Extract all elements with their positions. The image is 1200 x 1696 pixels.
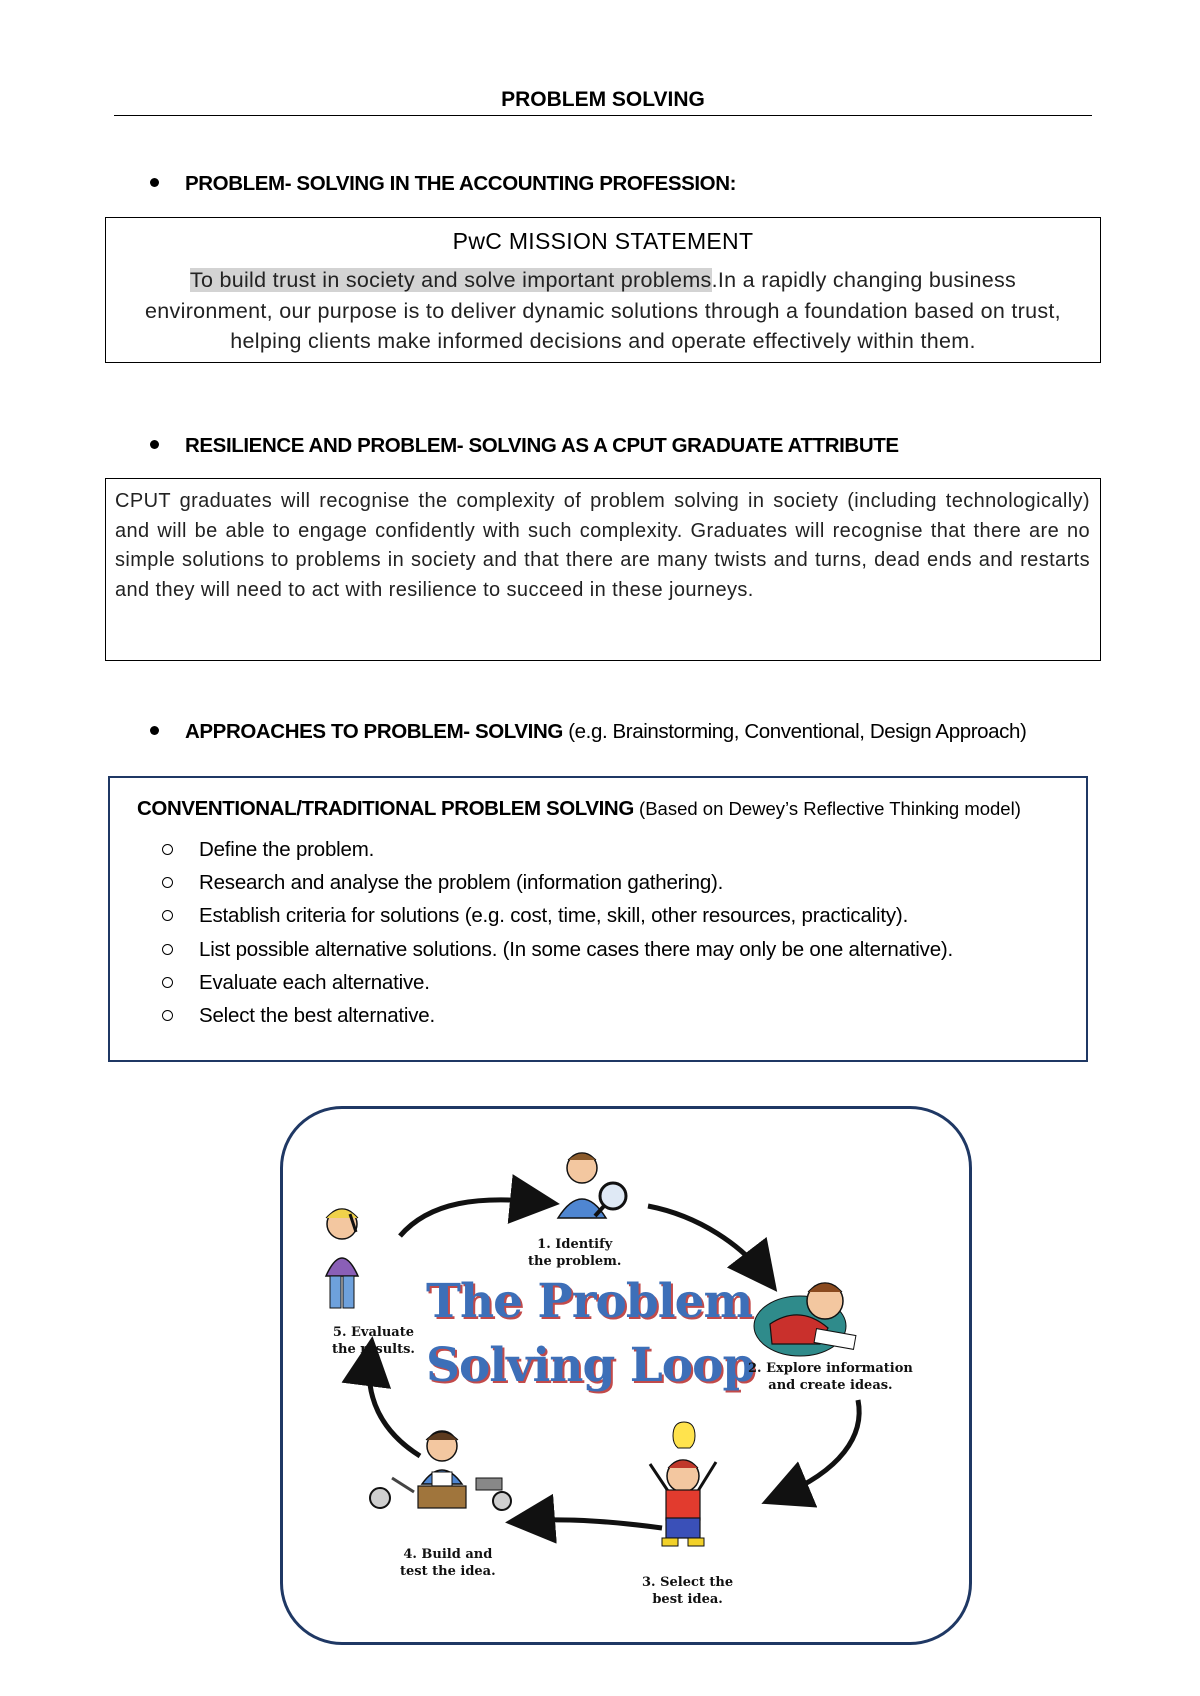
step-text: Evaluate each alternative. bbox=[199, 970, 430, 994]
circle-bullet-icon bbox=[162, 944, 173, 955]
cput-attribute-box bbox=[105, 478, 1101, 661]
bullet-icon bbox=[150, 178, 159, 187]
circle-bullet-icon bbox=[162, 1010, 173, 1021]
step-label-line: and create ideas. bbox=[768, 1378, 893, 1393]
pwc-mission-box bbox=[105, 217, 1101, 363]
step-text: Establish criteria for solutions (e.g. cost, time, skill, other resources, practicality). bbox=[199, 904, 909, 928]
loop-step-4-label bbox=[400, 1546, 496, 1580]
heading-accounting-text: PROBLEM- SOLVING IN THE ACCOUNTING PROFESSION: bbox=[185, 172, 737, 195]
step-label-line: test the idea. bbox=[400, 1564, 496, 1579]
circle-bullet-icon bbox=[162, 844, 173, 855]
loop-step-5-label bbox=[332, 1324, 415, 1358]
circle-bullet-icon bbox=[162, 910, 173, 921]
title-rule bbox=[114, 115, 1092, 116]
heading-accounting bbox=[150, 172, 736, 196]
person-thinking-icon bbox=[326, 1209, 358, 1308]
arrow-icon bbox=[525, 1520, 662, 1528]
conventional-heading bbox=[137, 797, 1086, 821]
pwc-box-title: PwC MISSION STATEMENT bbox=[452, 228, 754, 254]
step-text: Define the problem. bbox=[199, 838, 375, 861]
person-writing-icon bbox=[754, 1283, 856, 1356]
step-text: Research and analyse the problem (information gathering). bbox=[199, 871, 724, 895]
loop-title-line2: Solving Loop bbox=[426, 1338, 755, 1393]
pwc-highlighted-text: To build trust in society and solve important problems bbox=[189, 268, 712, 292]
person-building-icon bbox=[370, 1431, 511, 1510]
arrow-icon bbox=[780, 1400, 859, 1496]
loop-step-2-label bbox=[748, 1360, 913, 1394]
step-text: Select the best alternative. bbox=[199, 1004, 435, 1028]
heading-resilience bbox=[150, 434, 899, 458]
pwc-body-text: .In a rapidly changing business environment, our purpose is to deliver dynamic solutions through a foundation based on trust, helping clients make informed decisions and operate effectively within them. bbox=[145, 268, 1061, 353]
step-text: List possible alternative solutions. (In some cases there may only be one alternative). bbox=[199, 937, 954, 961]
heading-approaches-suffix: (e.g. Brainstorming, Conventional, Design Approach) bbox=[562, 720, 1027, 743]
list-item bbox=[137, 933, 1086, 966]
cput-attribute-text: CPUT graduates will recognise the complexity of problem solving in society (including technologically) and will be able to engage confidently with such complexity. Graduates will recognise that there are no simple solutions to problems in society and that there are many twists and turns, dead ends and restarts and they will need to act with resilience to succeed in these journeys. bbox=[115, 490, 1090, 601]
conventional-heading-text: CONVENTIONAL/TRADITIONAL PROBLEM SOLVING bbox=[137, 797, 634, 820]
arrow-icon bbox=[400, 1200, 540, 1236]
conventional-steps-list bbox=[137, 833, 1086, 1032]
circle-bullet-icon bbox=[162, 977, 173, 988]
list-item bbox=[137, 866, 1086, 899]
heading-approaches-text: APPROACHES TO PROBLEM- SOLVING bbox=[185, 720, 563, 743]
conventional-subheading: (Based on Dewey’s Reflective Thinking model) bbox=[633, 798, 1021, 819]
heading-resilience-text: RESILIENCE AND PROBLEM- SOLVING AS A CPUT GRADUATE ATTRIBUTE bbox=[185, 434, 899, 457]
bullet-icon bbox=[150, 440, 159, 449]
list-item bbox=[137, 833, 1086, 866]
step-label-line: 1. Identify bbox=[537, 1237, 613, 1252]
arrow-icon bbox=[369, 1356, 420, 1456]
loop-title-line1: The Problem bbox=[426, 1274, 753, 1329]
list-item bbox=[137, 966, 1086, 999]
loop-step-3-label bbox=[642, 1574, 733, 1608]
step-label-line: 3. Select the bbox=[642, 1575, 734, 1590]
step-label-line: 4. Build and bbox=[403, 1547, 493, 1562]
page-title: PROBLEM SOLVING bbox=[501, 88, 705, 111]
conventional-problem-solving-box bbox=[108, 776, 1088, 1062]
arrow-icon bbox=[648, 1206, 765, 1276]
loop-step-1-label bbox=[528, 1236, 621, 1270]
step-label-line: best idea. bbox=[652, 1592, 723, 1607]
list-item bbox=[137, 999, 1086, 1032]
step-label-line: the problem. bbox=[528, 1254, 622, 1269]
person-with-magnifier-icon bbox=[558, 1153, 626, 1218]
step-label-line: 5. Evaluate bbox=[332, 1325, 414, 1340]
list-item bbox=[137, 899, 1086, 932]
pwc-mission-text bbox=[106, 265, 1100, 357]
circle-bullet-icon bbox=[162, 877, 173, 888]
problem-solving-loop-figure bbox=[280, 1106, 972, 1645]
bullet-icon bbox=[150, 726, 159, 735]
step-label-line: the results. bbox=[332, 1342, 415, 1357]
step-label-line: 2. Explore information bbox=[748, 1361, 913, 1376]
heading-approaches bbox=[150, 720, 1026, 744]
